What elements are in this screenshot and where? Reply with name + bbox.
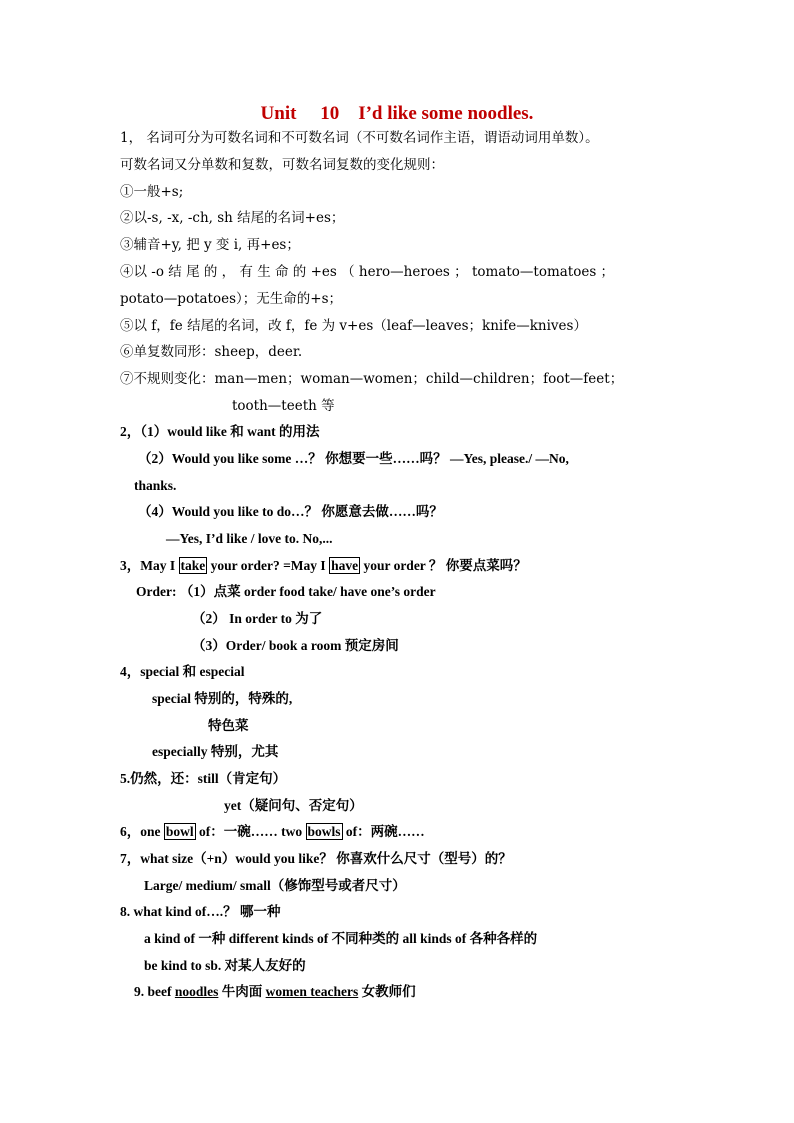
section-4-line-4: especially 特别，尤其 — [152, 744, 279, 759]
rule-1: ①一般+s; — [120, 184, 184, 200]
section-3-text-1: 3，May I — [120, 558, 179, 573]
boxed-word-have: have — [331, 558, 359, 573]
section-4-line-1: 4，special 和 especial — [120, 664, 245, 679]
section-3-text-3: your order ？ 你要点菜吗？ — [360, 558, 527, 573]
section-2-line-5: —Yes, I’d like / love to. No,... — [166, 531, 333, 546]
rule-3: ③辅音+y, 把 y 变 i, 再+es； — [120, 237, 300, 253]
section-8-line-2: a kind of 一种 different kinds of 不同种类的 all kinds of 各种各样的 — [144, 931, 538, 946]
section-4-line-2: special 特别的，特殊的, — [152, 691, 293, 706]
section-9-line-1 — [134, 982, 416, 1002]
section-5-line-2: yet（疑问句、否定句） — [224, 798, 363, 813]
boxed-word-bowl: bowl — [165, 824, 194, 839]
section-2-line-1: 2，（1）would like 和 want 的用法 — [120, 424, 320, 439]
section-9-text-2: 牛肉面 — [218, 984, 266, 999]
section-1-line-1: 1， 名词可分为可数名词和不可数名词（不可数名词作主语，谓语动词用单数）。 — [120, 130, 599, 146]
section-3-text-2: your order? =May I — [207, 558, 330, 573]
section-3-line-3: （2） In order to 为了 — [192, 611, 323, 626]
section-2-line-3: thanks. — [134, 478, 177, 493]
rule-4-line-2: potato—potatoes）；无生命的+s； — [120, 291, 342, 307]
rule-4-line-1: ④以 -o 结 尾 的 ， 有 生 命 的 +es （ hero—heroes ； tomato—tomatoes ； — [120, 264, 615, 280]
section-8-line-3: be kind to sb. 对某人友好的 — [144, 958, 306, 973]
boxed-word-take: take — [180, 558, 206, 573]
section-2-line-2: （2）Would you like some …？ 你想要一些……吗？ —Yes, please./ —No, — [138, 451, 569, 466]
section-6-text-1: 6，one — [120, 824, 164, 839]
boxed-word-bowls: bowls — [307, 824, 341, 839]
page-title: Unit 10 I’d like some noodles. — [260, 103, 534, 124]
section-1-line-2: 可数名词又分单数和复数，可数名词复数的变化规则： — [120, 157, 444, 173]
section-3-line-4: （3）Order/ book a room 预定房间 — [192, 638, 399, 653]
underlined-noodles: noodles — [174, 984, 219, 999]
rule-5: ⑤以 f，fe 结尾的名词，改 f，fe 为 v+es（leaf—leaves；knife—knives） — [120, 318, 587, 334]
section-4-line-3: 特色菜 — [208, 718, 249, 733]
section-7-line-1: 7，what size（+n）would you like？ 你喜欢什么尺寸（型号）的？ — [120, 851, 512, 866]
rule-7-line-2: tooth—teeth 等 — [232, 398, 335, 414]
section-6-line-1 — [120, 822, 425, 842]
section-5-line-1: 5.仍然，还：still（肯定句） — [120, 771, 287, 786]
section-7-line-2: Large/ medium/ small（修饰型号或者尺寸） — [144, 878, 406, 893]
section-2-line-4: （4）Would you like to do…？ 你愿意去做……吗？ — [138, 504, 443, 519]
rule-6: ⑥单复数同形：sheep，deer. — [120, 344, 303, 360]
section-3-line-2: Order: （1）点菜 order food take/ have one’s order — [136, 584, 436, 599]
rule-2: ②以-s, -x, -ch, sh 结尾的名词+es； — [120, 210, 345, 226]
section-3-line-1 — [120, 556, 527, 576]
section-6-text-2: of：一碗…… two — [195, 824, 306, 839]
section-9-text-3: 女教师们 — [358, 984, 416, 999]
section-8-line-1: 8. what kind of….？ 哪一种 — [120, 904, 281, 919]
underlined-women-teachers: women teachers — [265, 984, 359, 999]
section-9-text-1: 9. beef — [134, 984, 175, 999]
rule-7-line-1: ⑦不规则变化：man—men；woman—women；child—children；foot—feet； — [120, 371, 624, 387]
section-6-text-3: of：两碗…… — [342, 824, 425, 839]
